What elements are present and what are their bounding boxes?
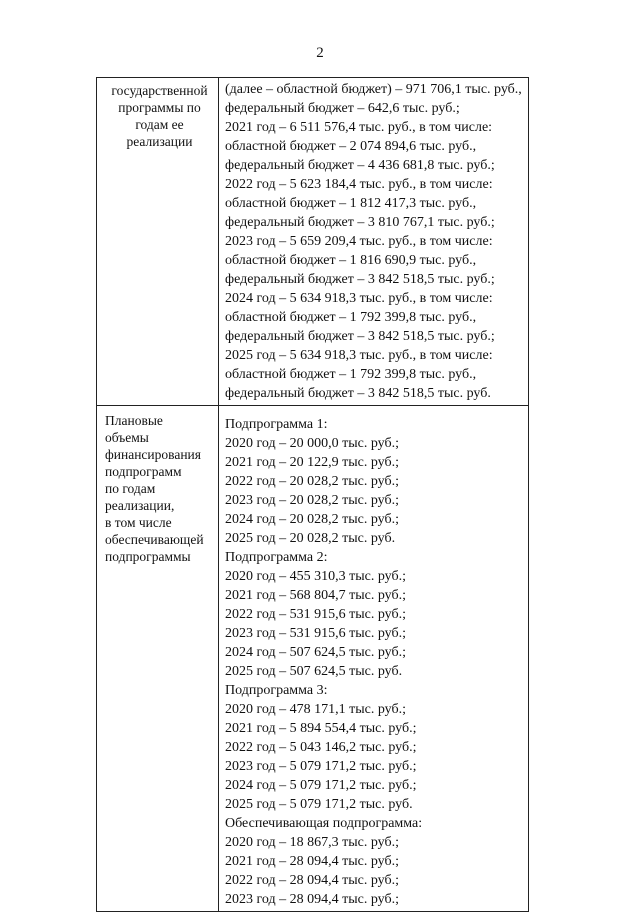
row-label-line: в том числе <box>105 515 172 530</box>
funding-line: областной бюджет – 1 812 417,3 тыс. руб., <box>225 196 477 211</box>
subprogram-funding-line: 2020 год – 455 310,3 тыс. руб.; <box>225 569 406 584</box>
page-number: 2 <box>316 45 324 61</box>
funding-line: (далее – областной бюджет) – 971 706,1 тыс. руб., <box>225 82 522 97</box>
subprogram-funding-line: 2022 год – 28 094,4 тыс. руб.; <box>225 873 399 888</box>
funding-line: 2025 год – 5 634 918,3 тыс. руб., в том числе: <box>225 348 493 363</box>
subprogram-funding-line: 2022 год – 531 915,6 тыс. руб.; <box>225 607 406 622</box>
funding-line: 2021 год – 6 511 576,4 тыс. руб., в том числе: <box>225 120 493 135</box>
subprogram-funding-line: 2025 год – 507 624,5 тыс. руб. <box>225 664 403 679</box>
row-label-line: реализации, <box>105 498 175 513</box>
table-row-funding-by-year <box>97 78 529 406</box>
subprogram-funding-line: 2020 год – 478 171,1 тыс. руб.; <box>225 702 406 717</box>
row-label-line: годам ее <box>135 117 184 132</box>
subprogram-funding-line: 2024 год – 5 079 171,2 тыс. руб.; <box>225 778 417 793</box>
subprogram-funding-line: 2021 год – 5 894 554,4 тыс. руб.; <box>225 721 417 736</box>
subprogram-funding-line: 2025 год – 5 079 171,2 тыс. руб. <box>225 797 413 812</box>
row-label-line: государственной <box>111 83 208 98</box>
funding-line: федеральный бюджет – 3 842 518,5 тыс. руб.; <box>225 329 495 344</box>
subprogram-funding-line: 2020 год – 18 867,3 тыс. руб.; <box>225 835 399 850</box>
row-label-line: реализации <box>126 134 193 149</box>
funding-line: федеральный бюджет – 4 436 681,8 тыс. руб.; <box>225 158 495 173</box>
row-label-cell <box>97 78 219 406</box>
subprogram-funding-line: 2025 год – 20 028,2 тыс. руб. <box>225 531 396 546</box>
funding-by-year-text <box>219 78 528 405</box>
row-label-line: обеспечивающей <box>105 532 204 547</box>
funding-line: федеральный бюджет – 3 842 518,5 тыс. руб.; <box>225 272 495 287</box>
row-label-cell <box>97 406 219 912</box>
funding-line: областной бюджет – 2 074 894,6 тыс. руб., <box>225 139 477 154</box>
funding-line: областной бюджет – 1 792 399,8 тыс. руб., <box>225 367 477 382</box>
subprogram-funding-line: Обеспечивающая подпрограмма: <box>225 816 423 831</box>
row-label-line: программы по <box>118 100 201 115</box>
subprogram-funding-line: 2023 год – 531 915,6 тыс. руб.; <box>225 626 406 641</box>
funding-line: 2022 год – 5 623 184,4 тыс. руб., в том числе: <box>225 177 493 192</box>
subprogram-funding-line: 2024 год – 507 624,5 тыс. руб.; <box>225 645 406 660</box>
funding-line: областной бюджет – 1 792 399,8 тыс. руб., <box>225 310 477 325</box>
subprogram-funding-line: 2021 год – 28 094,4 тыс. руб.; <box>225 854 399 869</box>
program-passport-table <box>96 77 529 912</box>
row-label-line: по годам <box>105 481 156 496</box>
row-label-line: подпрограммы <box>105 549 191 564</box>
subprogram-funding-line: Подпрограмма 1: <box>225 417 328 432</box>
funding-line: областной бюджет – 1 816 690,9 тыс. руб., <box>225 253 477 268</box>
funding-line: 2023 год – 5 659 209,4 тыс. руб., в том числе: <box>225 234 493 249</box>
subprogram-funding-line: Подпрограмма 3: <box>225 683 328 698</box>
subprogram-funding-line: 2022 год – 20 028,2 тыс. руб.; <box>225 474 399 489</box>
row-label-line: подпрограмм <box>105 464 182 479</box>
subprogram-funding-line: 2024 год – 20 028,2 тыс. руб.; <box>225 512 399 527</box>
table-row-subprogram-funding <box>97 406 529 912</box>
row-label <box>97 406 218 565</box>
subprogram-funding-line: Подпрограмма 2: <box>225 550 328 565</box>
subprogram-funding-line: 2023 год – 5 079 171,2 тыс. руб.; <box>225 759 417 774</box>
subprogram-funding-line: 2023 год – 28 094,4 тыс. руб.; <box>225 892 399 907</box>
row-label-line: объемы <box>105 430 149 445</box>
subprogram-funding-line: 2023 год – 20 028,2 тыс. руб.; <box>225 493 399 508</box>
subprogram-funding-line: 2021 год – 20 122,9 тыс. руб.; <box>225 455 399 470</box>
row-value-cell <box>219 78 529 406</box>
funding-line: 2024 год – 5 634 918,3 тыс. руб., в том числе: <box>225 291 493 306</box>
subprogram-funding-text <box>219 406 528 911</box>
row-value-cell <box>219 406 529 912</box>
subprogram-funding-line: 2022 год – 5 043 146,2 тыс. руб.; <box>225 740 417 755</box>
subprogram-funding-line: 2021 год – 568 804,7 тыс. руб.; <box>225 588 406 603</box>
funding-line: федеральный бюджет – 3 810 767,1 тыс. руб.; <box>225 215 495 230</box>
subprogram-funding-line: 2020 год – 20 000,0 тыс. руб.; <box>225 436 399 451</box>
funding-line: федеральный бюджет – 642,6 тыс. руб.; <box>225 101 460 116</box>
row-label-line: финансирования <box>105 447 201 462</box>
row-label-line: Плановые <box>105 413 163 428</box>
row-label <box>97 78 218 150</box>
funding-line: федеральный бюджет – 3 842 518,5 тыс. руб. <box>225 386 491 401</box>
